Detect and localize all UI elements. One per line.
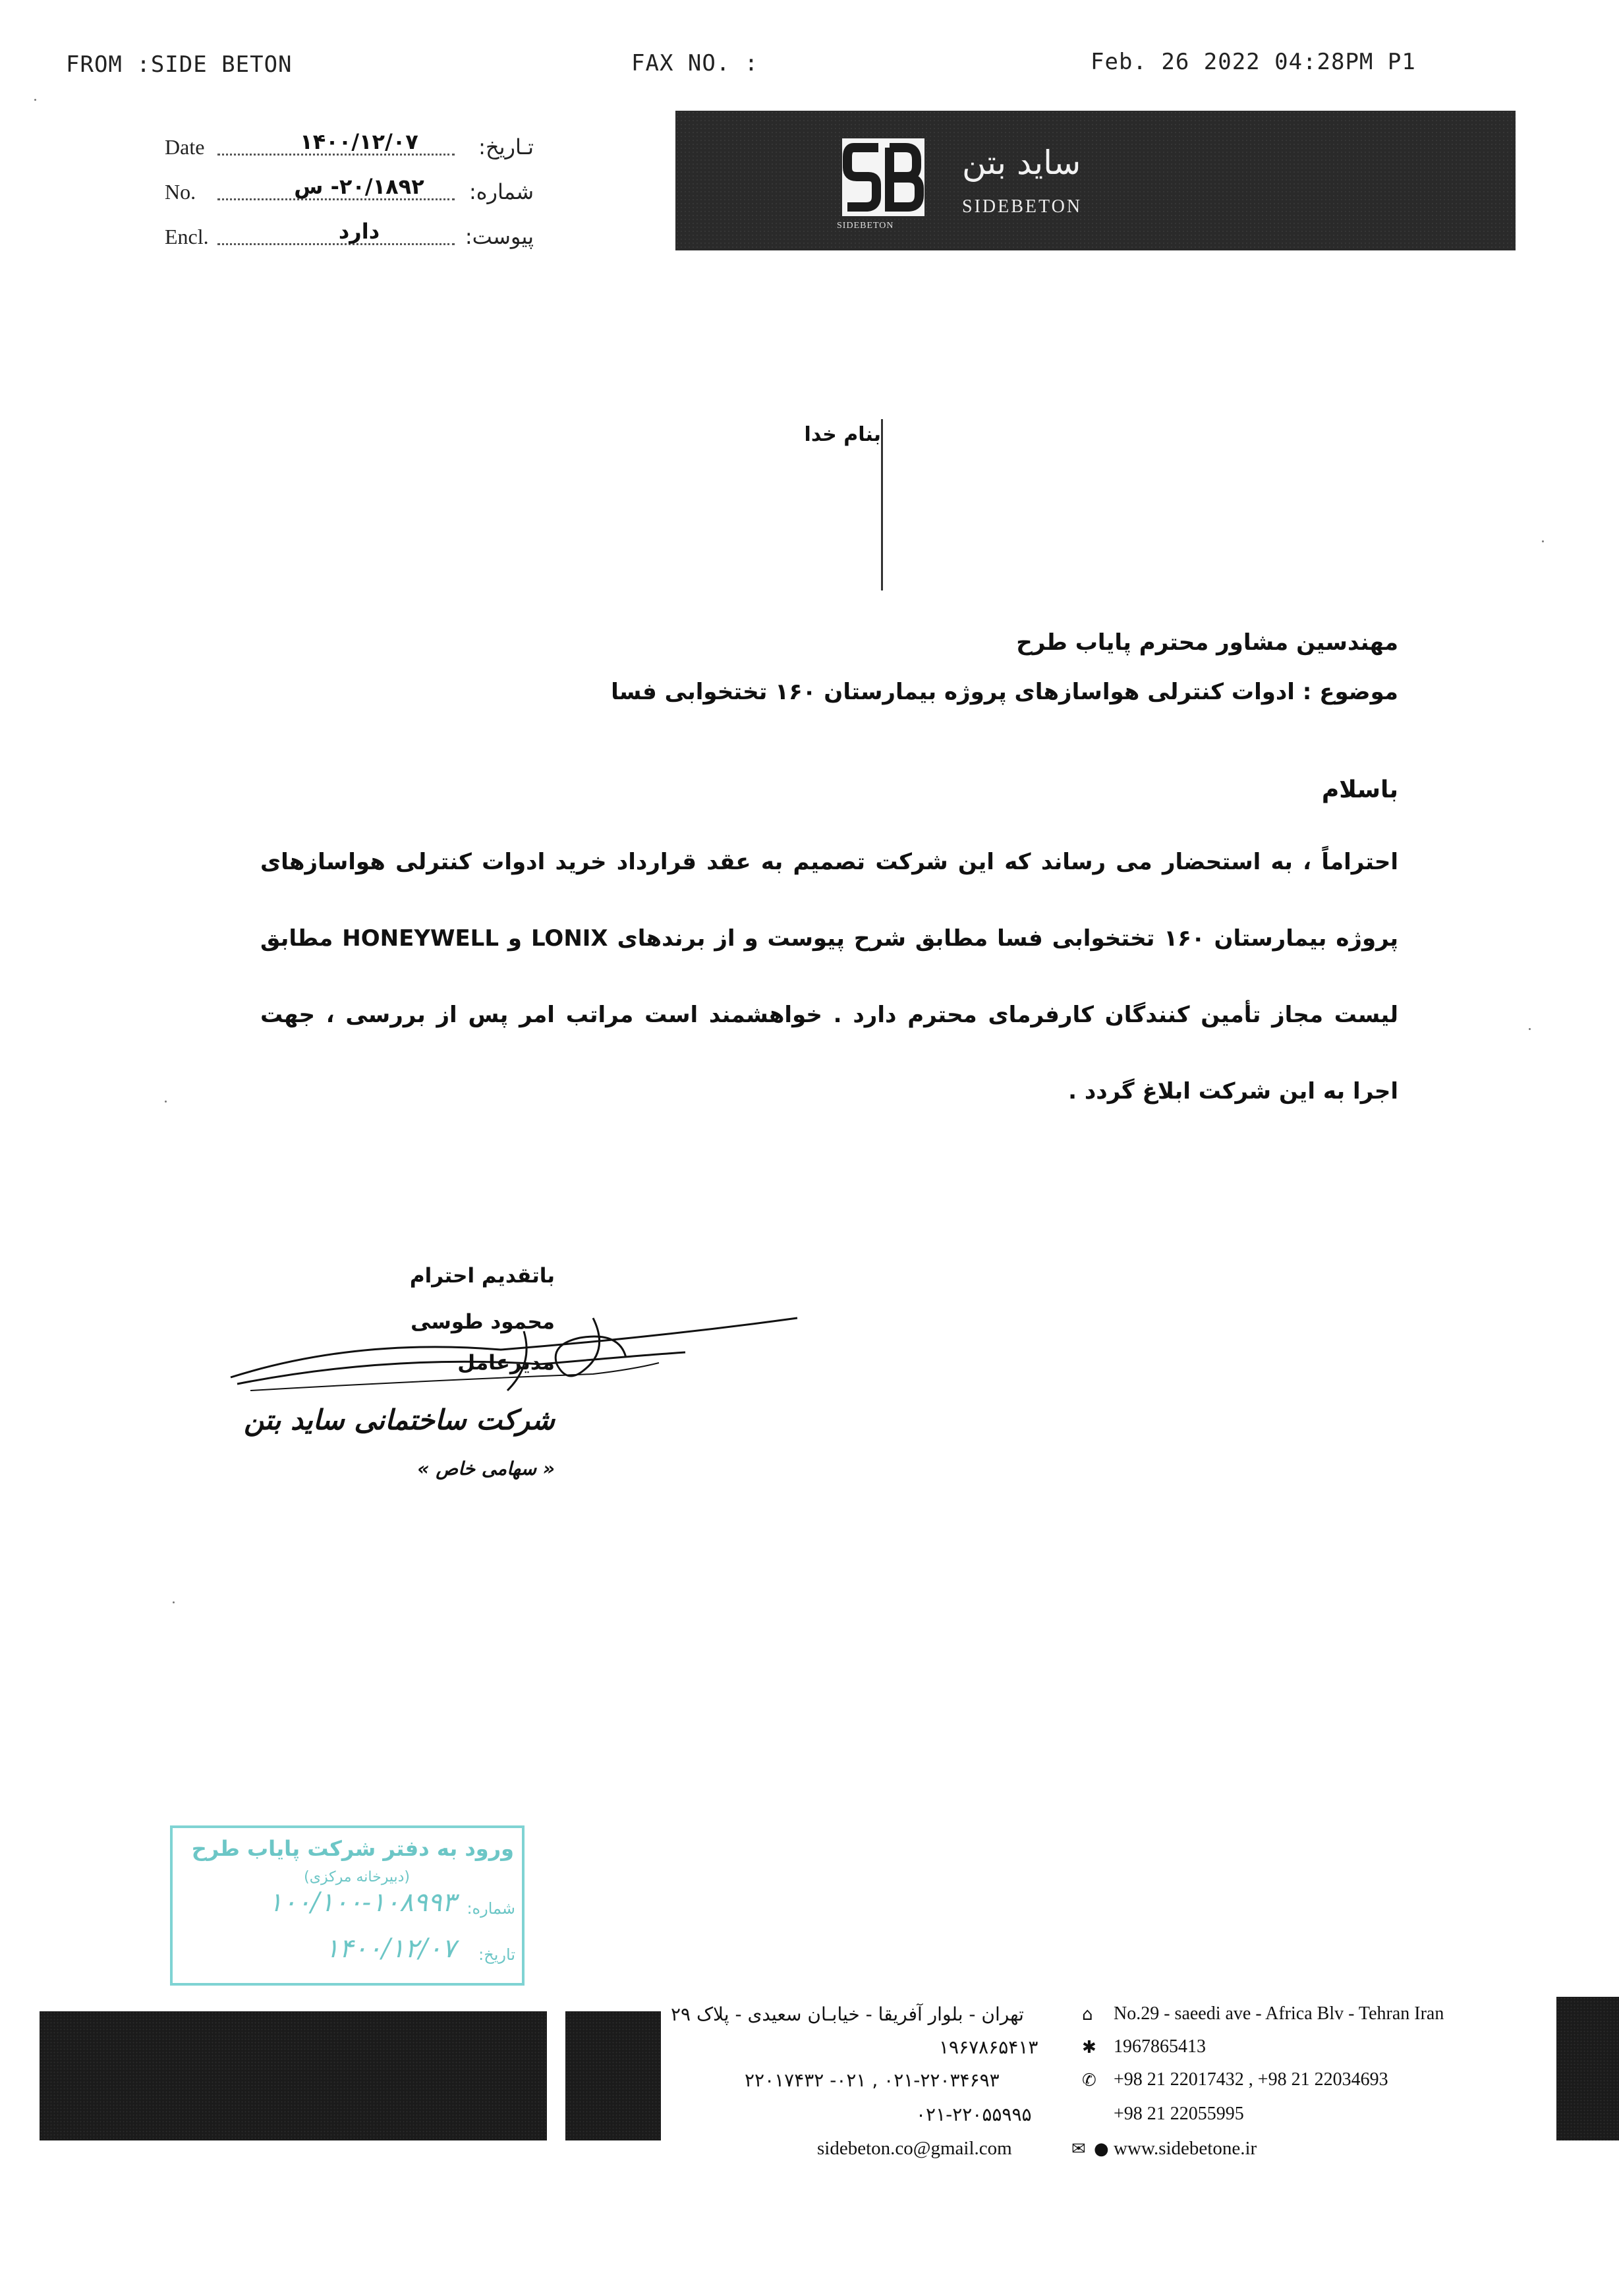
scan-speck — [1542, 540, 1544, 542]
fax-number-label: FAX NO. : — [631, 50, 759, 76]
stamp-title: ورود به دفتر شرکت پایاب طرح — [191, 1836, 514, 1861]
company-type: « سهامی خاص » — [417, 1458, 555, 1479]
fax-from-line: FROM :SIDE BETON — [66, 51, 293, 78]
footer-dark-block-right — [1556, 1997, 1619, 2140]
email-icon: ✉ — [1071, 2139, 1086, 2159]
footer-address-en: No.29 - saeedi ave - Africa Blv - Tehran Iran — [1114, 2003, 1444, 2024]
footer-fax-fa: ۰۲۱-۲۲۰۵۵۹۹۵ — [916, 2104, 1032, 2125]
company-logo-mark-icon — [842, 138, 924, 216]
stamp-subtitle: (دبیرخانه مرکزی) — [304, 1869, 410, 1885]
footer-address-fa: تهران - بلوار آفریقا - خیابـان سعیدی - پلاک ۲۹ — [671, 2003, 1024, 2025]
home-icon: ⌂ — [1082, 2005, 1093, 2024]
scan-speck — [165, 1101, 167, 1103]
number-value: ۲۰/۱۸۹۲- س — [294, 174, 424, 199]
greeting-line: باسلام — [1321, 776, 1398, 803]
vertical-rule — [881, 419, 883, 590]
postal-icon: ✱ — [1082, 2038, 1096, 2057]
date-label-en: Date — [165, 135, 205, 159]
signer-company: شرکت ساختمانی ساید بتن — [244, 1404, 555, 1436]
letter-body-paragraph: احتراماً ، به استحضار می رساند که این شرکت تصمیم به عقد قرارداد خرید ادوات کنترلی هواسازهای پروژه بیمارستان ۱۶۰ تختخوابی فسا مطابق شرح پیوست و از برندهای LONIX و HONEYWELL مطابق لیست مجاز تأمین کنندگان کارفرمای محترم دارد . خواهشمند است مراتب امر پس از بررسی ، جهت اجرا به این شرکت ابلاغ گردد . — [260, 849, 1399, 1105]
enclosure-label-fa: پیوست: — [465, 224, 534, 249]
fax-datetime: Feb. 26 2022 04:28PM P1 — [1091, 49, 1416, 75]
enclosure-value: دارد — [338, 219, 380, 244]
stamp-date-label: تاریخ: — [478, 1945, 515, 1964]
company-name-en: SIDEBETON — [962, 196, 1083, 217]
footer-phone-en: +98 21 22017432 , +98 21 22034693 — [1114, 2069, 1388, 2090]
footer-fax-en: +98 21 22055995 — [1114, 2104, 1244, 2124]
recipient-line: مهندسین مشاور محترم پایاب طرح — [1016, 629, 1398, 656]
subject-line: موضوع : ادوات کنترلی هواسازهای پروژه بیمارستان ۱۶۰ تختخوابی فسا — [611, 679, 1398, 705]
footer-dark-block-left — [40, 2011, 547, 2140]
received-stamp — [170, 1825, 525, 1986]
enclosure-label-en: Encl. — [165, 225, 209, 248]
stamp-number-label: شماره: — [467, 1899, 515, 1918]
signer-title: مدیرعامل — [457, 1351, 555, 1375]
footer-email[interactable]: sidebeton.co@gmail.com — [817, 2138, 1012, 2159]
scan-speck — [1529, 1028, 1531, 1030]
number-label-en: No. — [165, 180, 196, 204]
scan-speck — [34, 99, 36, 101]
scan-speck — [173, 1601, 175, 1603]
stamp-date-value: ۱۴۰۰/۱۲/۰۷ — [325, 1934, 456, 1964]
web-icon: ● — [1094, 2139, 1109, 2159]
meta-enclosure-row — [165, 214, 534, 253]
meta-date-row — [165, 124, 534, 163]
closing-regards: باتقدیم احترام — [409, 1264, 555, 1288]
number-label-fa: شماره: — [469, 179, 534, 204]
stamp-number-value: ۱۰۰/۱۰۰-۱۰۸۹۹۳ — [268, 1887, 456, 1918]
footer-website[interactable]: www.sidebetone.ir — [1114, 2138, 1257, 2159]
footer-postal-en: 1967865413 — [1114, 2036, 1206, 2057]
logo-small-text: SIDEBETON — [837, 221, 894, 231]
footer-phone-fa: ۰۲۱-۲۲۰۳۴۶۹۳ , ۰۲۱- ۲۲۰۱۷۴۳۲ — [745, 2069, 1000, 2091]
date-label-fa: تـاریخ: — [478, 134, 534, 159]
meta-number-row — [165, 169, 534, 208]
date-value: ۱۴۰۰/۱۲/۰۷ — [300, 129, 418, 154]
signer-name: محمود طوسی — [411, 1310, 555, 1334]
company-name-fa: ساید بتن — [962, 144, 1081, 182]
handwritten-signature — [224, 1292, 817, 1463]
company-logo-banner — [675, 111, 1516, 250]
footer-dark-block-middle — [565, 2011, 661, 2140]
bismillah-heading: بنام خدا — [804, 423, 881, 446]
phone-icon: ✆ — [1082, 2071, 1096, 2090]
footer-postal-fa: ۱۹۶۷۸۶۵۴۱۳ — [939, 2036, 1038, 2058]
